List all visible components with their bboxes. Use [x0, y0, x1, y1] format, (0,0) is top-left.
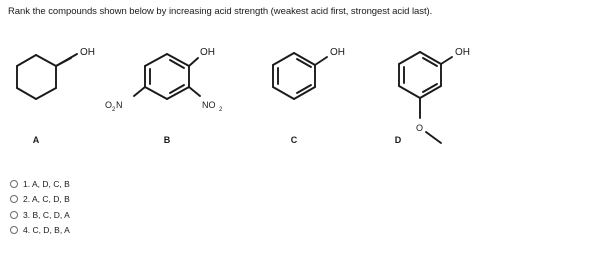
- compound-a-label: A: [32, 135, 40, 145]
- answer-options: [10, 176, 70, 238]
- compound-d-structure: [399, 52, 452, 143]
- question-text: Rank the compounds shown below by increasing acid strength (weakest acid first, strongest acid last).: [8, 6, 433, 17]
- answer-option-label: 4. C, D, B, A: [23, 225, 70, 236]
- radio-button[interactable]: [10, 226, 18, 234]
- compound-c-oh-label: OH: [330, 47, 345, 58]
- compound-b-oh-label: OH: [200, 47, 215, 58]
- compound-d-oh-label: OH: [455, 47, 470, 58]
- answer-option-2[interactable]: [10, 192, 70, 208]
- compound-b-no2-left-n: N: [116, 100, 123, 110]
- compound-b-structure: [134, 54, 200, 99]
- compound-b-no2-left-o: O: [105, 100, 113, 110]
- compound-d-ether-o: O: [416, 123, 424, 133]
- compound-d-label: D: [394, 135, 402, 145]
- answer-option-4[interactable]: [10, 223, 70, 239]
- compound-c-label: C: [290, 135, 298, 145]
- radio-button[interactable]: [10, 180, 18, 188]
- compound-b-no2-right-subscript: 2: [219, 107, 223, 113]
- compound-b-no2-left-subscript: 2: [112, 107, 116, 113]
- compound-b-no2-right: [202, 100, 223, 113]
- compound-c-structure: [273, 53, 327, 99]
- compound-b-no2-right-no: NO: [202, 100, 216, 110]
- compound-a-oh-label: OH: [80, 47, 95, 58]
- compound-a-structure: [17, 54, 77, 99]
- answer-option-label: 2. A, C, D, B: [23, 194, 70, 205]
- radio-button[interactable]: [10, 211, 18, 219]
- answer-option-label: 3. B, C, D, A: [23, 209, 70, 220]
- answer-option-1[interactable]: [10, 176, 70, 192]
- radio-button[interactable]: [10, 195, 18, 203]
- compound-b-label: B: [163, 135, 171, 145]
- answer-option-label: 1. A, D, C, B: [23, 178, 70, 189]
- answer-option-3[interactable]: [10, 207, 70, 223]
- compound-b-no2-left: [105, 100, 123, 113]
